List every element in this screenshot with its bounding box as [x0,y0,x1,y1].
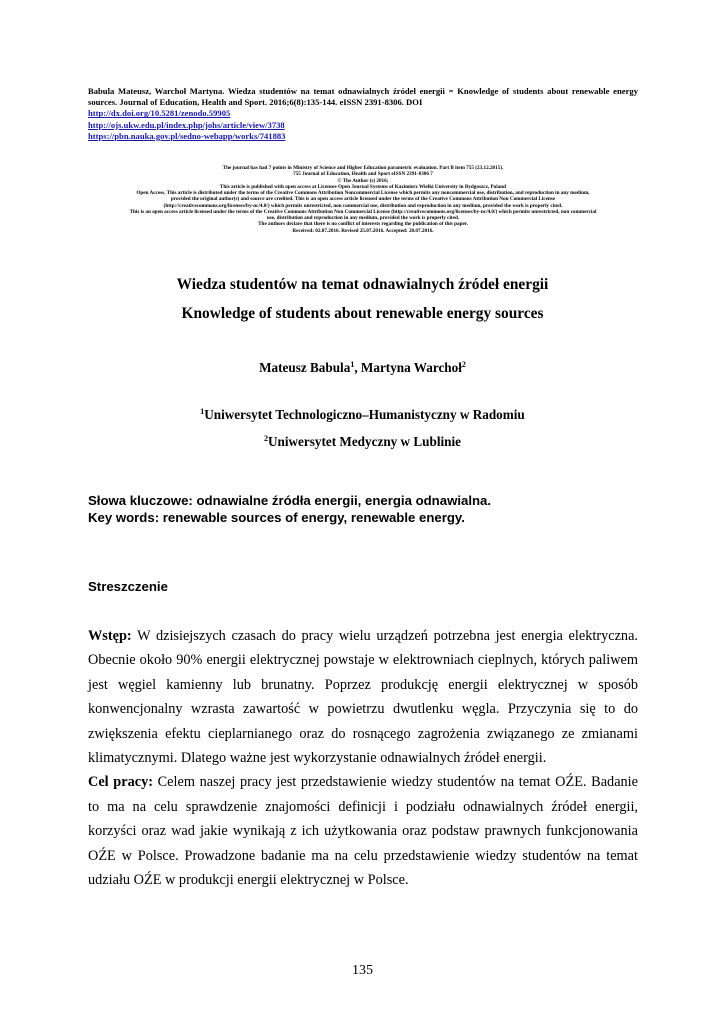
doi-link[interactable]: http://dx.doi.org/10.5281/zenodo.59905 [88,108,231,119]
fineprint-line: This is an open access article licensed under the terms of the Creative Commons Attribution Non Commercial License (http://creativecommons.org/licenses/by-nc/4.0/) which permits unrestricted, non commercial [129,208,597,215]
fineprint-line: The authors declare that there is no conflict of interests regarding the publication of this paper. [258,221,468,228]
affiliation-name: Uniwersytet Medyczny w Lublinie [267,434,462,449]
affiliation-name: Uniwersytet Technologiczno–Humanistyczny w Radomiu [204,407,525,422]
fineprint-line: provided the original author(s) and source are credited. This is an open access article licensed under the terms of the Creative Commons Attribution Non Commercial License [170,196,556,203]
affiliation-marker: 1 [350,360,355,369]
fineprint-line: Received: 02.07.2016. Revised 25.07.2016. Accepted: 28.07.2016. [292,227,434,234]
title-polish: Wiedza studentów na temat odnawialnych źródeł energii [176,276,549,293]
author-name: Mateusz Babula [259,360,351,375]
aim-label: Cel pracy: [88,774,153,791]
abstract-aim-paragraph [88,770,638,892]
title-english: Knowledge of students about renewable energy sources [181,305,544,322]
fineprint-line: The journal has had 7 points in Ministry of Science and Higher Education parametric evaluation. Part B item 755 (23.12.2015). [222,165,504,171]
affiliation-marker: 1 [200,407,205,416]
page-number: 135 [352,963,373,978]
keywords-block [88,492,648,526]
affiliation-2 [0,434,725,450]
intro-label: Wstęp: [88,628,132,644]
ojs-article-link[interactable]: http://ojs.ukw.edu.pl/index.php/johs/article/view/3738 [88,119,285,130]
aim-text: Celem naszej pracy jest przedstawienie wiedzy studentów na temat OŹE. Badanie to ma na celu sprawdzenie znajomości definicji i podziału odnawialnych źródeł energii, korzyści oraz wad jakie wynikają z ich użytkowania oraz podstaw prawnych funkcjonowania OŹE w Polsce. Prowadzone badanie ma na celu przedstawienie wiedzy studentów na temat udziału OŹE w produkcji energii elektrycznej w Polsce. [88,774,639,889]
citation-text: Babula Mateusz, Warchoł Martyna. Wiedza studentów na temat odnawialnych źródeł energii = Knowledge of students about renewable energy sources. Journal of Education, Health and Sport. 2016;6(8):135-144. eISSN 2391-8306. DOI [88,86,638,108]
fineprint-line: This article is published with open access at Licensee Open Journal Systems of Kazimierz Wielki University in Bydgoszcz, Poland [219,183,507,190]
author-name: Martyna Warchoł [360,360,462,375]
fineprint-line: (http://creativecommons.org/licenses/by-nc/4.0/) which permits unrestricted, non commercial use, distribution and reproduction in any medium, provided the work is properly cited. [163,202,563,209]
abstract-intro-paragraph [88,624,638,770]
affiliation-marker: 2 [461,360,466,369]
intro-text: W dzisiejszych czasach do pracy wielu urządzeń potrzebna jest energia elektryczna. Obecnie około 90% energii elektrycznej powstaje w elektrowniach cieplnych, których paliwem jest węgiel kamienny lub brunatny. Poprzez produkcję energii elektrycznej w sposób konwencjonalny wzrasta zawartość w powietrzu dwutlenku węgla. Przyczynia się to do zwiększenia efektu cieplarnianego oraz do rosnącego zagrożenia związanego ze zmianami klimatycznymi. Dlatego ważne jest wykorzystanie odnawialnych źródeł energii. [88,628,638,767]
fineprint-line: use, distribution and reproduction in any medium, provided the work is properly cited. [266,215,460,221]
license-fineprint [88,165,638,234]
abstract-body [88,624,638,892]
fineprint-line: © The Author (s) 2016; [337,177,389,184]
abstract-heading: Streszczenie [88,579,168,594]
fineprint-line: Open Access. This article is distributed under the terms of the Creative Commons Attribution Noncommercial License which permits any noncommercial use, distribution, and reproduction in any medium, [136,190,590,196]
keywords-english: Key words: renewable sources of energy, renewable energy. [88,510,465,525]
affiliation-1 [0,407,725,423]
affiliation-marker: 2 [263,434,268,443]
author-separator: , [354,360,361,375]
keywords-polish: Słowa kluczowe: odnawialne źródła energii, energia odnawialna. [88,493,492,508]
citation-block [88,86,638,142]
pbn-link[interactable]: https://pbn.nauka.gov.pl/sedno-webapp/works/741883 [88,130,286,141]
authors-line [0,360,725,376]
fineprint-line: 755 Journal of Education, Health and Sport eISSN 2391-8306 7 [293,171,433,178]
